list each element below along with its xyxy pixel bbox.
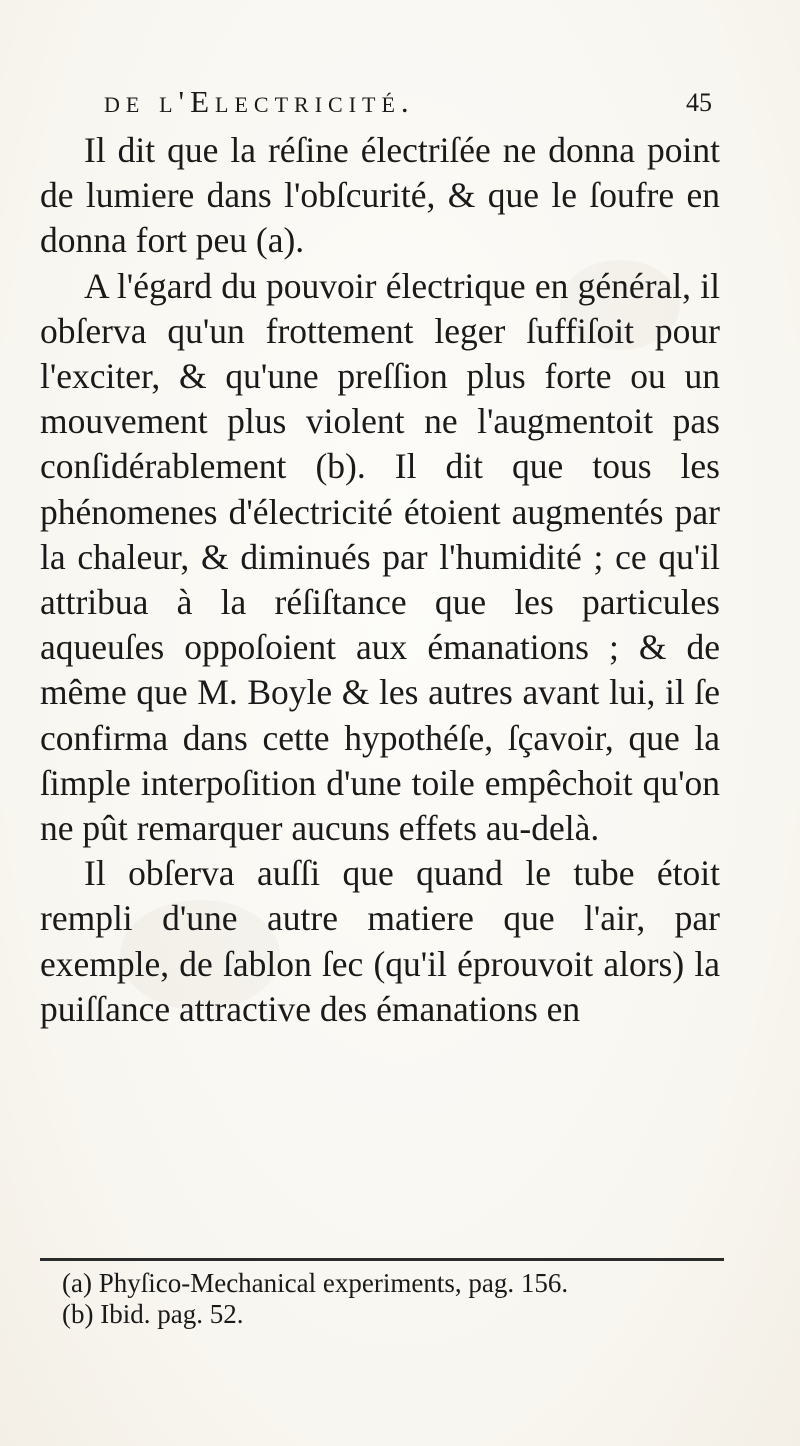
footnote: (b) Ibid. pag. 52.	[62, 1299, 244, 1329]
footnote-divider	[40, 1258, 724, 1261]
page-number: 45	[686, 88, 712, 117]
paragraph: A l'égard du pouvoir électrique en général, il obſerva qu'un frottement leger ſuffiſoit pour l'exciter, & qu'une preſſion plus forte ou un mouvement plus violent ne l'augmentoit pas conſidérablement (b). Il dit que tous les phénomenes d'électricité étoient augmentés par la chaleur, & diminués par l'humidité ; ce qu'il attribua à la réſiſtance que les particules aqueuſes oppoſoient aux émanations ; & de même que M. Boyle & les autres avant lui, il ſe confirma dans cette hypothéſe, ſçavoir, que la ſimple interpoſition d'une toile empêchoit qu'on ne pût remarquer aucuns effets au-delà.	[40, 265, 720, 849]
footnote: (a) Phyſico-Mechanical experiments, pag. 156.	[62, 1268, 569, 1298]
running-head: de l'Electricité.	[104, 84, 415, 119]
paragraph: Il dit que la réſine électriſée ne donna point de lumiere dans l'obſcurité, & que le ſoufre en donna fort peu (a).	[40, 130, 720, 261]
page-header	[92, 84, 712, 124]
footnotes	[40, 1268, 724, 1330]
body-text	[40, 128, 720, 1032]
paragraph: Il obſerva auſſi que quand le tube étoit rempli d'une autre matiere que l'air, par exemple, de ſablon ſec (qu'il éprouvoit alors) la puiſſance attractive des émanations en	[40, 853, 720, 1029]
